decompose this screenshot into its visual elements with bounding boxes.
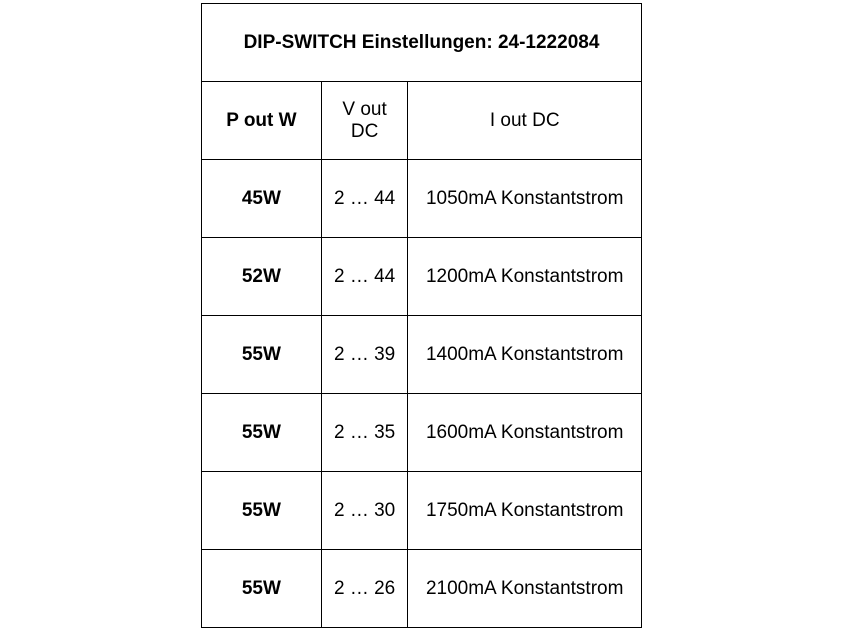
cell-voltage: 2 … 30: [321, 472, 408, 550]
cell-voltage: 2 … 26: [321, 550, 408, 628]
cell-current: 1400mA Konstantstrom: [408, 316, 642, 394]
cell-voltage: 2 … 44: [321, 238, 408, 316]
table-title-row: [202, 4, 642, 82]
cell-voltage: 2 … 44: [321, 160, 408, 238]
cell-power: 52W: [202, 238, 322, 316]
cell-power: 55W: [202, 472, 322, 550]
cell-current: 1050mA Konstantstrom: [408, 160, 642, 238]
header-power: P out W: [202, 82, 322, 160]
cell-current: 1750mA Konstantstrom: [408, 472, 642, 550]
header-current: I out DC: [408, 82, 642, 160]
header-voltage: [321, 82, 408, 160]
cell-current: 1200mA Konstantstrom: [408, 238, 642, 316]
table-title: DIP-SWITCH Einstellungen: 24-1222084: [202, 4, 642, 82]
table-row: [202, 160, 642, 238]
cell-current: 1600mA Konstantstrom: [408, 394, 642, 472]
cell-voltage: 2 … 35: [321, 394, 408, 472]
cell-power: 55W: [202, 394, 322, 472]
table-row: [202, 238, 642, 316]
cell-power: 55W: [202, 550, 322, 628]
table-row: [202, 394, 642, 472]
header-voltage-line2: DC: [350, 120, 379, 142]
dip-switch-settings-table: [201, 3, 642, 628]
table-row: [202, 472, 642, 550]
cell-power: 45W: [202, 160, 322, 238]
cell-power: 55W: [202, 316, 322, 394]
table-row: [202, 316, 642, 394]
cell-voltage: 2 … 39: [321, 316, 408, 394]
header-voltage-line1: V out: [342, 98, 387, 120]
table-header-row: [202, 82, 642, 160]
table-row: [202, 550, 642, 628]
cell-current: 2100mA Konstantstrom: [408, 550, 642, 628]
